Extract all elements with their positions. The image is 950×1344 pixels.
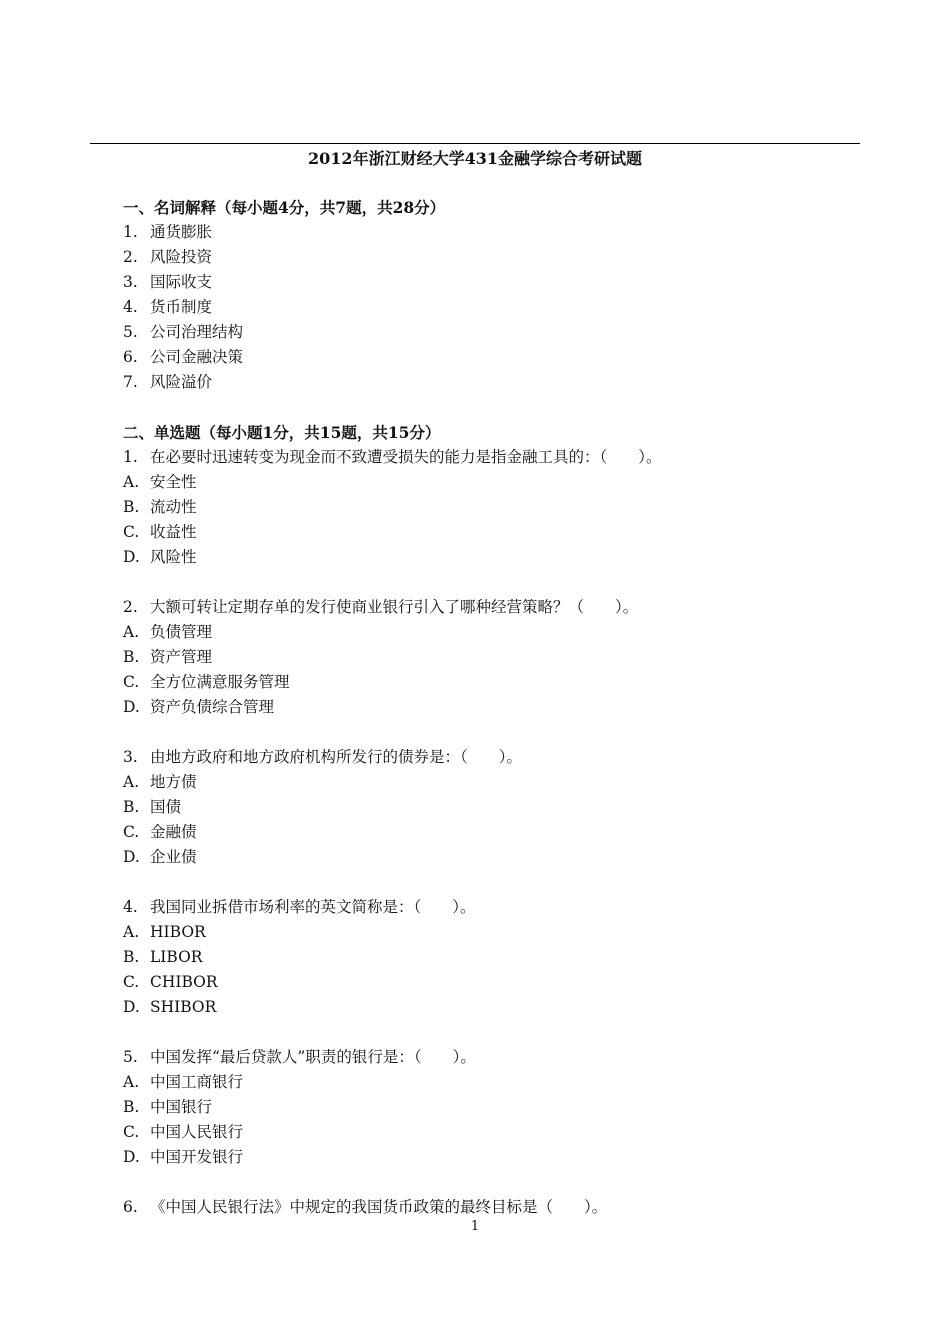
answer-option (123, 845, 883, 870)
option-text: HIBOR (150, 923, 206, 941)
question-number: 5. (123, 1048, 138, 1066)
spacer (123, 1020, 883, 1045)
question-stem (123, 895, 883, 920)
section-heading (123, 420, 883, 445)
option-text: 全方位满意服务管理 (150, 673, 290, 691)
spacer (123, 720, 883, 745)
option-letter: A. (123, 923, 140, 941)
term-item (123, 245, 883, 270)
answer-option (123, 1070, 883, 1095)
option-text: 资产负债综合管理 (150, 698, 275, 716)
term-text: 风险溢价 (150, 373, 213, 391)
question-stem (123, 1045, 883, 1070)
term-item (123, 370, 883, 395)
option-letter: B. (123, 798, 140, 816)
term-number: 3. (123, 273, 138, 291)
option-text: SHIBOR (150, 998, 217, 1016)
question-number: 2. (123, 598, 138, 616)
option-text: 企业债 (150, 848, 197, 866)
exam-title: 2012年浙江财经大学431金融学综合考研试题 (308, 149, 642, 168)
page-number: 1 (470, 1219, 480, 1234)
answer-option (123, 670, 883, 695)
option-text: 中国工商银行 (150, 1073, 244, 1091)
answer-option (123, 995, 883, 1020)
answer-option (123, 820, 883, 845)
term-number: 7. (123, 373, 138, 391)
term-text: 货币制度 (150, 298, 213, 316)
term-text: 通货膨胀 (150, 223, 213, 241)
term-number: 5. (123, 323, 138, 341)
spacer (123, 570, 883, 595)
option-letter: A. (123, 1073, 140, 1091)
option-text: LIBOR (150, 948, 203, 966)
question-number: 3. (123, 748, 138, 766)
option-text: 中国人民银行 (150, 1123, 244, 1141)
term-item (123, 220, 883, 245)
section-heading-text: 一、名词解释（每小题4分，共7题，共28分） (123, 198, 446, 217)
term-number: 2. (123, 248, 138, 266)
option-letter: B. (123, 1098, 140, 1116)
question-text: 在必要时迅速转变为现金而不致遭受损失的能力是指金融工具的：（ ）。 (150, 448, 662, 466)
answer-option (123, 945, 883, 970)
question-stem (123, 1195, 883, 1220)
header-rule (90, 143, 860, 144)
option-text: 中国银行 (150, 1098, 213, 1116)
question-text: 中国发挥“最后贷款人”职责的银行是：（ ）。 (150, 1048, 476, 1066)
option-letter: C. (123, 823, 140, 841)
option-text: 负债管理 (150, 623, 213, 641)
section-heading (123, 195, 883, 220)
option-letter: C. (123, 673, 140, 691)
spacer (123, 870, 883, 895)
term-item (123, 270, 883, 295)
option-letter: D. (123, 998, 140, 1016)
option-letter: D. (123, 698, 140, 716)
question-text: 《中国人民银行法》中规定的我国货币政策的最终目标是（ ）。 (150, 1198, 608, 1216)
question-text: 我国同业拆借市场利率的英文简称是：（ ）。 (150, 898, 476, 916)
answer-option (123, 545, 883, 570)
term-number: 6. (123, 348, 138, 366)
question-stem (123, 745, 883, 770)
term-item (123, 320, 883, 345)
answer-option (123, 520, 883, 545)
section-heading-text: 二、单选题（每小题1分，共15题，共15分） (123, 423, 441, 442)
answer-option (123, 495, 883, 520)
answer-option (123, 1095, 883, 1120)
term-text: 国际收支 (150, 273, 213, 291)
option-text: 国债 (150, 798, 182, 816)
term-number: 4. (123, 298, 138, 316)
option-letter: B. (123, 648, 140, 666)
answer-option (123, 1120, 883, 1145)
spacer (123, 1170, 883, 1195)
answer-option (123, 1145, 883, 1170)
question-stem (123, 595, 883, 620)
option-text: 中国开发银行 (150, 1148, 244, 1166)
option-text: 风险性 (150, 548, 197, 566)
option-text: CHIBOR (150, 973, 218, 991)
exam-content (123, 195, 883, 1220)
option-letter: D. (123, 848, 140, 866)
answer-option (123, 795, 883, 820)
answer-option (123, 470, 883, 495)
answer-option (123, 620, 883, 645)
term-number: 1. (123, 223, 138, 241)
answer-option (123, 970, 883, 995)
question-text: 由地方政府和地方政府机构所发行的债券是：（ ）。 (150, 748, 523, 766)
option-letter: C. (123, 523, 140, 541)
term-item (123, 345, 883, 370)
option-letter: A. (123, 773, 140, 791)
term-text: 公司治理结构 (150, 323, 244, 341)
option-text: 流动性 (150, 498, 197, 516)
term-text: 公司金融决策 (150, 348, 244, 366)
option-letter: A. (123, 473, 140, 491)
answer-option (123, 920, 883, 945)
term-text: 风险投资 (150, 248, 213, 266)
option-letter: C. (123, 973, 140, 991)
spacer (123, 395, 883, 420)
answer-option (123, 645, 883, 670)
question-text: 大额可转让定期存单的发行使商业银行引入了哪种经营策略？（ ）。 (150, 598, 639, 616)
question-number: 6. (123, 1198, 138, 1216)
question-stem (123, 445, 883, 470)
option-text: 资产管理 (150, 648, 213, 666)
option-text: 收益性 (150, 523, 197, 541)
option-text: 地方债 (150, 773, 197, 791)
option-letter: B. (123, 948, 140, 966)
term-item (123, 295, 883, 320)
question-number: 4. (123, 898, 138, 916)
option-text: 金融债 (150, 823, 197, 841)
option-letter: B. (123, 498, 140, 516)
option-letter: D. (123, 1148, 140, 1166)
option-text: 安全性 (150, 473, 197, 491)
option-letter: A. (123, 623, 140, 641)
question-number: 1. (123, 448, 138, 466)
option-letter: D. (123, 548, 140, 566)
answer-option (123, 770, 883, 795)
answer-option (123, 695, 883, 720)
option-letter: C. (123, 1123, 140, 1141)
